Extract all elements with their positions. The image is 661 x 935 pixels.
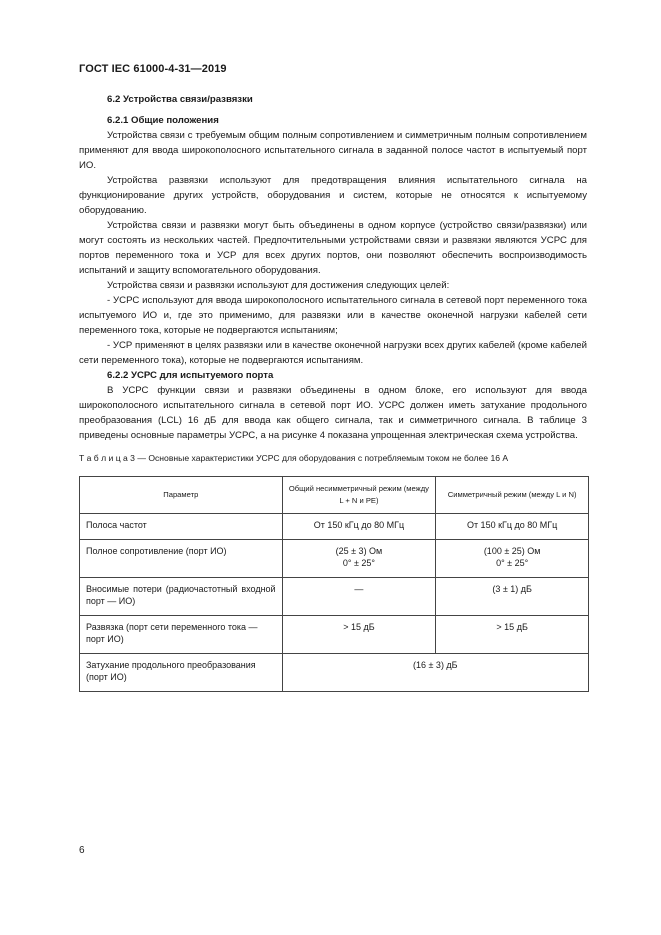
table-cell: Полное сопротивление (порт ИО) [80, 540, 283, 578]
document-header: ГОСТ IEC 61000-4-31—2019 [79, 63, 227, 75]
table-row [80, 514, 589, 540]
table-row [80, 578, 589, 616]
table-cell: (3 ± 1) дБ [436, 578, 589, 616]
table-cell [282, 540, 436, 578]
subsection-heading: 6.2.1 Общие положения [107, 115, 219, 126]
table-cell: Вносимые потери (радиочастотный входной порт — ИО) [80, 578, 283, 616]
table-row [80, 616, 589, 654]
subsection-heading: 6.2.2 УСРС для испытуемого порта [107, 370, 274, 381]
table-cell: > 15 дБ [282, 616, 436, 654]
list-item: - УСР применяют в целях развязки или в качестве оконечной нагрузки всех других кабелей (кроме кабелей сети переменного тока), которые не подвергаются испытаниям. [79, 340, 587, 366]
table-cell-merged: (16 ± 3) дБ [282, 654, 588, 692]
cell-line: 0° ± 25° [496, 558, 529, 568]
table-header-row [80, 477, 589, 514]
table-caption: Т а б л и ц а 3 — Основные характеристики УСРС для оборудования с потребляемым током не более 16 А [79, 453, 509, 463]
table-cell: — [282, 578, 436, 616]
list-item: - УСРС используют для ввода широкополосного испытательного сигнала в сетевой порт переменного тока испытуемого ИО и, где это применимо, для развязки или в качестве оконечной нагрузки кабелей сети переменного тока, которые не подвергаются испытаниям; [79, 295, 587, 336]
table-cell: Полоса частот [80, 514, 283, 540]
table-cell: От 150 кГц до 80 МГц [436, 514, 589, 540]
column-header: Общий несимметричный режим (между L + N и PE) [282, 477, 436, 514]
column-header: Симметричный режим (между L и N) [436, 477, 589, 514]
section-heading: 6.2 Устройства связи/развязки [107, 94, 253, 105]
paragraph: Устройства связи с требуемым общим полным сопротивлением и симметричным полным сопротивлением применяют для ввода широкополосного испытательного сигнала в заданной полосе частот в испытуемый порт ИО. [79, 130, 587, 171]
column-header: Параметр [80, 477, 283, 514]
table-cell [436, 540, 589, 578]
cell-line: (25 ± 3) Ом [335, 546, 383, 556]
table-row [80, 654, 589, 692]
table-cell: Затухание продольного преобразования (порт ИО) [80, 654, 283, 692]
table-cell: > 15 дБ [436, 616, 589, 654]
table-cell: Развязка (порт сети переменного тока — порт ИО) [80, 616, 283, 654]
section-6-2 [79, 92, 587, 443]
paragraph: Устройства развязки используют для предотвращения влияния испытательного сигнала на функционирование других устройств, оборудования и систем, которые не относятся к испытуемому оборудованию. [79, 175, 587, 216]
page-number: 6 [79, 845, 85, 856]
paragraph: Устройства связи и развязки используют для достижения следующих целей: [107, 280, 450, 291]
cell-line: (100 ± 25) Ом [483, 546, 541, 556]
table-row [80, 540, 589, 578]
parameters-table [79, 476, 589, 692]
paragraph: Устройства связи и развязки могут быть объединены в одном корпусе (устройство связи/развязки) или могут состоять из нескольких частей. Предпочтительными устройствами связи и развязки являются УСРС для портов переменного тока и УСР для всех других портов, они позволяют обеспечить воспроизводимость испытаний и защиту вспомогательного оборудования. [79, 220, 587, 276]
table-cell: От 150 кГц до 80 МГц [282, 514, 436, 540]
cell-line: 0° ± 25° [342, 558, 375, 568]
paragraph: В УСРС функции связи и развязки объединены в одном блоке, его используют для ввода широкополосного испытательного сигнала в сетевой порт ИО. УСРС должен иметь затухание продольного преобразования (LCL) 16 дБ для ввода как общего сигнала, так и симметричного сигнала. В таблице 3 приведены основные параметры УСРС, а на рисунке 4 показана упрощенная электрическая схема устройства. [79, 385, 587, 441]
